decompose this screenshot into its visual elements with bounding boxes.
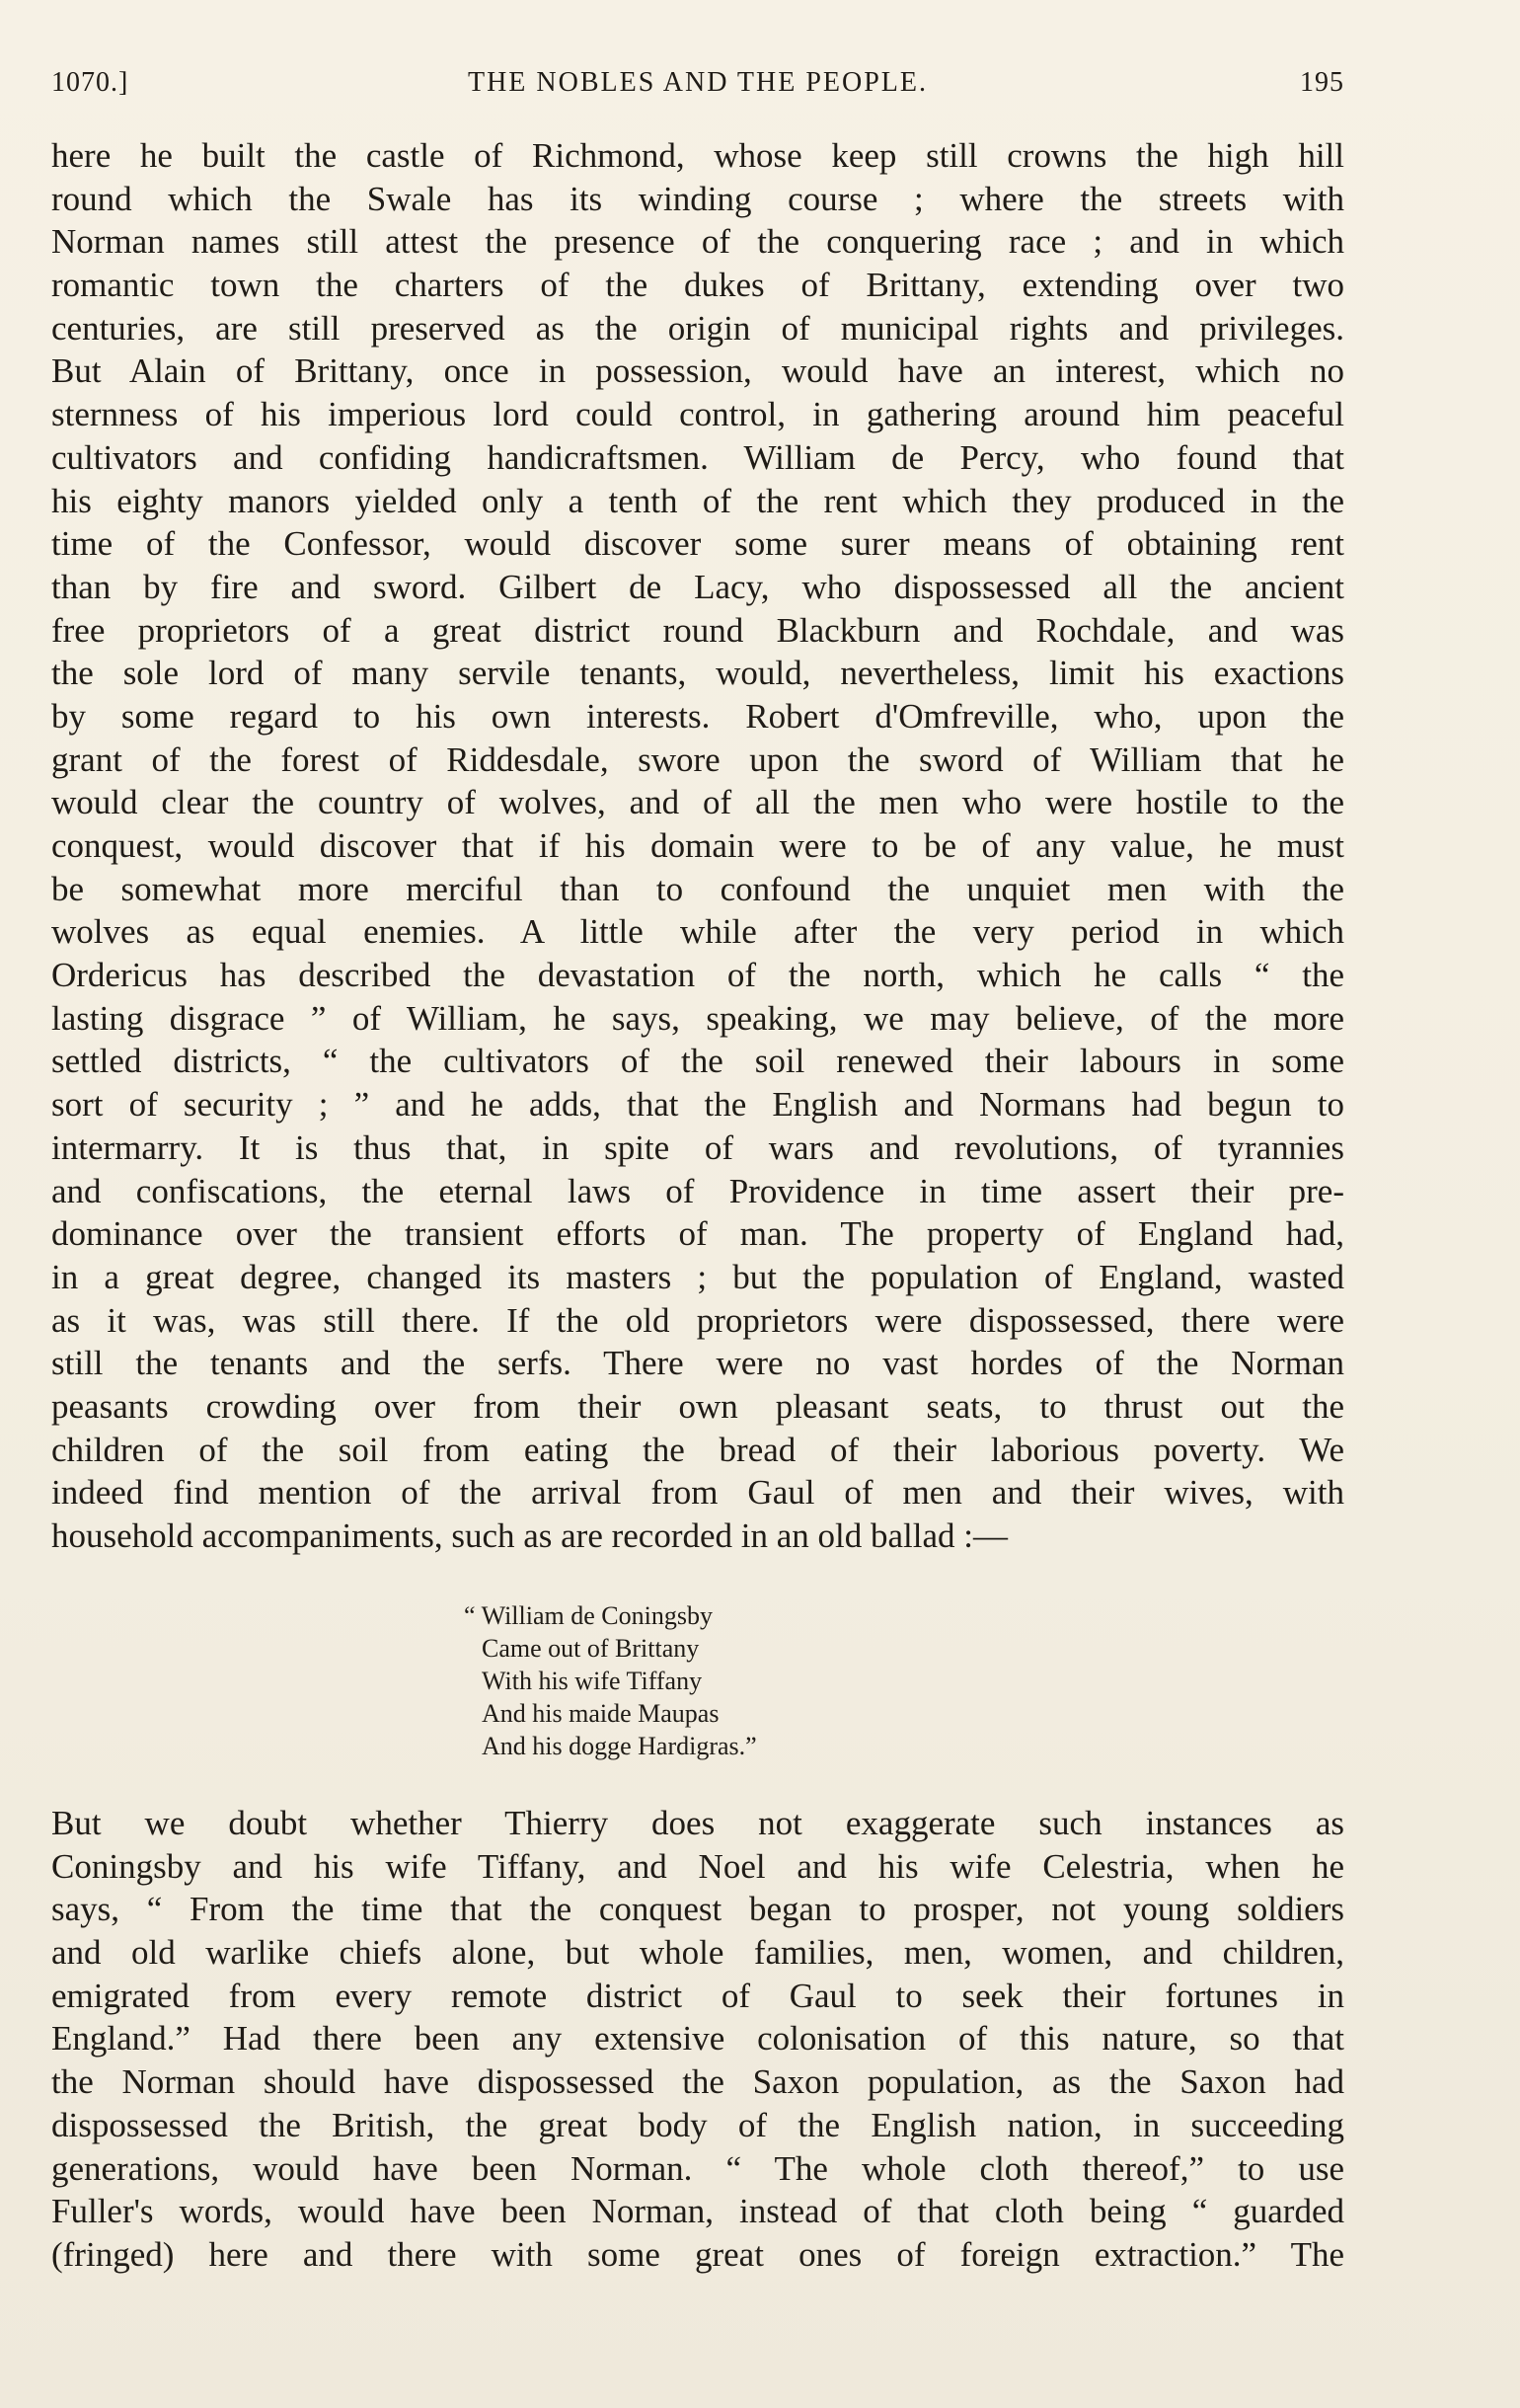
text-line: and old warlike chiefs alone, but whole families, men, women, and children, [51, 1933, 1344, 1973]
text-line: But we doubt whether Thierry does not exaggerate such instances as [51, 1804, 1344, 1842]
text-line: romantic town the charters of the dukes of Brittany, extending over two [51, 266, 1344, 305]
text-line: cultivators and confiding handicraftsmen. William de Percy, who found that [51, 437, 1344, 477]
chapter-title: THE NOBLES AND THE PEOPLE. [467, 67, 929, 98]
text-line: But Alain of Brittany, once in possession, would have an interest, which no [51, 351, 1344, 391]
text-line: sternness of his imperious lord could control, in gathering around him peaceful [51, 395, 1344, 434]
text-line: indeed find mention of the arrival from Gaul of men and their wives, with [51, 1473, 1344, 1513]
text-line: says, “ From the time that the conquest began to prosper, not young soldiers [51, 1890, 1344, 1929]
text-line: dominance over the transient efforts of man. The property of England had, [51, 1214, 1344, 1254]
running-head [51, 67, 1344, 107]
text-line: and confiscations, the eternal laws of Providence in time assert their pre- [51, 1171, 1344, 1210]
text-line: lasting disgrace ” of William, he says, speaking, we may believe, of the more [51, 998, 1344, 1038]
text-line: peasants crowding over from their own pleasant seats, to thrust out the [51, 1386, 1344, 1426]
page-number: 195 [1300, 67, 1344, 98]
ballad-verse [464, 1599, 757, 1762]
text-line: than by fire and sword. Gilbert de Lacy, who dispossessed all the ancient [51, 567, 1344, 606]
verse-line: And his maide Maupas [482, 1699, 720, 1728]
verse-line: “ William de Coningsby [464, 1601, 713, 1630]
text-line: Norman names still attest the presence of the conquering race ; and in which [51, 222, 1344, 262]
paragraph-2 [51, 1802, 1344, 2277]
text-line: as it was, was still there. If the old proprietors were dispossessed, there were [51, 1300, 1344, 1340]
text-line: household accompaniments, such as are recorded in an old ballad :— [51, 1516, 1008, 1555]
text-line: sort of security ; ” and he adds, that the English and Normans had begun to [51, 1085, 1344, 1125]
text-line: (fringed) here and there with some great ones of foreign extraction.” The [51, 2234, 1344, 2274]
text-line: Coningsby and his wife Tiffany, and Noel and his wife Celestria, when he [51, 1846, 1344, 1886]
text-line: grant of the forest of Riddesdale, swore upon the sword of William that he [51, 739, 1344, 779]
verse-line: Came out of Brittany [482, 1634, 700, 1663]
text-line: generations, would have been Norman. “ The whole cloth thereof,” to use [51, 2148, 1344, 2188]
text-line: here he built the castle of Richmond, whose keep still crowns the high hill [51, 136, 1344, 175]
text-line: round which the Swale has its winding course ; where the streets with [51, 179, 1344, 218]
text-line: the Norman should have dispossessed the Saxon population, as the Saxon had [51, 2062, 1344, 2102]
text-line: Fuller's words, would have been Norman, instead of that cloth being “ guarded [51, 2192, 1344, 2231]
text-line: by some regard to his own interests. Robert d'Omfreville, who, upon the [51, 696, 1344, 736]
text-line: children of the soil from eating the bread of their laborious poverty. We [51, 1430, 1344, 1469]
text-line: Ordericus has described the devastation of the north, which he calls “ the [51, 956, 1344, 995]
text-line: England.” Had there been any extensive colonisation of this nature, so that [51, 2019, 1344, 2058]
text-line: centuries, are still preserved as the origin of municipal rights and privileges. [51, 308, 1344, 348]
text-line: in a great degree, changed its masters ; but the population of England, wasted [51, 1257, 1344, 1296]
text-line: time of the Confessor, would discover some surer means of obtaining rent [51, 524, 1344, 564]
text-line: still the tenants and the serfs. There were no vast hordes of the Norman [51, 1344, 1344, 1383]
text-line: his eighty manors yielded only a tenth of the rent which they produced in the [51, 481, 1344, 520]
text-line: settled districts, “ the cultivators of the soil renewed their labours in some [51, 1042, 1344, 1081]
text-line: free proprietors of a great district round Blackburn and Rochdale, and was [51, 610, 1344, 650]
text-line: the sole lord of many servile tenants, would, nevertheless, limit his exactions [51, 654, 1344, 693]
verse-line: And his dogge Hardigras.” [482, 1732, 757, 1760]
text-line: emigrated from every remote district of Gaul to seek their fortunes in [51, 1976, 1344, 2015]
text-line: would clear the country of wolves, and of all the men who were hostile to the [51, 783, 1344, 822]
verse-line: With his wife Tiffany [482, 1667, 703, 1695]
text-line: wolves as equal enemies. A little while after the very period in which [51, 912, 1344, 952]
text-line: conquest, would discover that if his domain were to be of any value, he must [51, 826, 1344, 865]
text-line: be somewhat more merciful than to confound the unquiet men with the [51, 869, 1344, 908]
text-line: dispossessed the British, the great body of the English nation, in succeeding [51, 2105, 1344, 2144]
page-year: 1070.] [51, 67, 129, 98]
paragraph-1 [51, 134, 1344, 1558]
text-line: intermarry. It is thus that, in spite of wars and revolutions, of tyrannies [51, 1127, 1344, 1167]
